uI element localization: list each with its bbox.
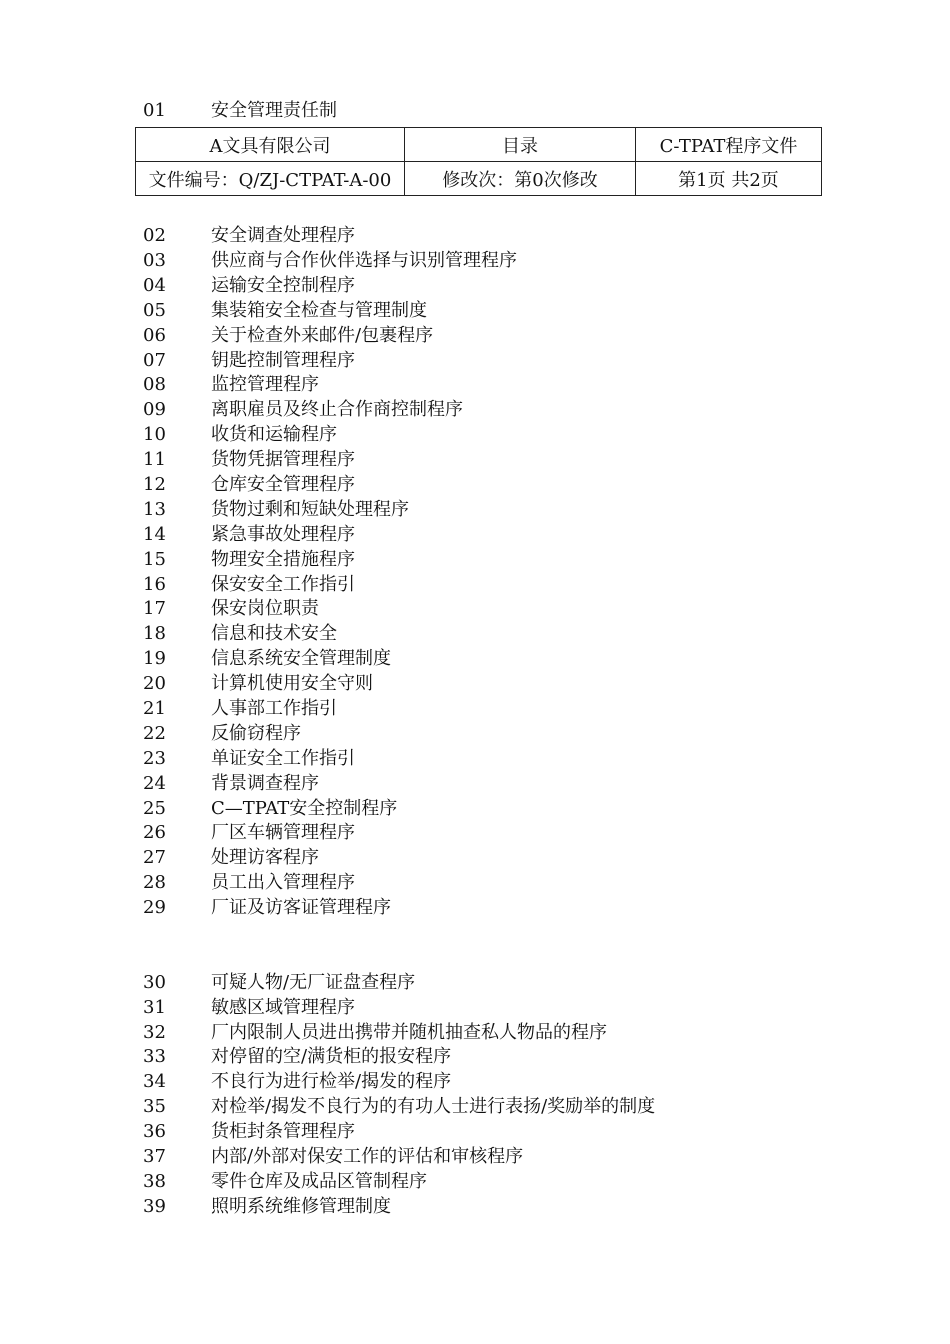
item-title: 人事部工作指引: [211, 698, 337, 719]
item-number: 07: [143, 350, 166, 371]
list-item: [0, 771, 950, 796]
item-title: 厂区车辆管理程序: [211, 822, 355, 843]
item-title: 离职雇员及终止合作商控制程序: [211, 399, 463, 420]
item-number: 35: [143, 1096, 166, 1117]
item-title: 保安安全工作指引: [211, 574, 355, 595]
list-item: [0, 1020, 950, 1045]
item-title: 对停留的空/满货柜的报安程序: [211, 1046, 452, 1067]
list-item: [0, 621, 950, 646]
item-number: 36: [143, 1121, 166, 1142]
item-number: 29: [143, 897, 166, 918]
list-item: [0, 845, 950, 870]
item-number: 20: [143, 673, 166, 694]
list-item: [0, 746, 950, 771]
page-info: 第1页 共2页: [636, 162, 822, 196]
item-number: 31: [143, 997, 166, 1018]
item-title: 货物凭据管理程序: [211, 449, 355, 470]
list-item: [0, 248, 950, 273]
item-number: 33: [143, 1046, 166, 1067]
item-title: 内部/外部对保安工作的评估和审核程序: [211, 1146, 524, 1167]
item-number: 34: [143, 1071, 166, 1092]
item-number: 28: [143, 872, 166, 893]
item-title: 对检举/揭发不良行为的有功人士进行表扬/奖励举的制度: [211, 1096, 656, 1117]
item-title: 监控管理程序: [211, 374, 319, 395]
item-title: 处理访客程序: [211, 847, 319, 868]
list-item: [0, 646, 950, 671]
item-number: 09: [143, 399, 166, 420]
list-item: [0, 472, 950, 497]
list-item: [0, 1119, 950, 1144]
list-item: [0, 721, 950, 746]
item-number: 22: [143, 723, 166, 744]
item-number: 15: [143, 549, 166, 570]
list-item: [0, 98, 950, 123]
item-title: 反偷窃程序: [211, 723, 301, 744]
item-number: 13: [143, 499, 166, 520]
item-number: 06: [143, 325, 166, 346]
list-item: [0, 696, 950, 721]
item-title: 照明系统维修管理制度: [211, 1196, 391, 1217]
item-number: 04: [143, 275, 166, 296]
item-number: 39: [143, 1196, 166, 1217]
item-number: 27: [143, 847, 166, 868]
list-item: [0, 422, 950, 447]
item-title: 收货和运输程序: [211, 424, 337, 445]
item-title: 仓库安全管理程序: [211, 474, 355, 495]
catalog-label: 目录: [405, 128, 636, 162]
item-number: 11: [143, 449, 166, 470]
document-header-table: [135, 127, 822, 196]
list-item: [0, 298, 950, 323]
item-number: 17: [143, 598, 166, 619]
list-item: [0, 348, 950, 373]
item-title: 保安岗位职责: [211, 598, 319, 619]
list-item: [0, 497, 950, 522]
list-item: [0, 1169, 950, 1194]
list-item: [0, 447, 950, 472]
item-title: 厂证及访客证管理程序: [211, 897, 391, 918]
document-number: 文件编号：Q/ZJ-CTPAT-A-00: [136, 162, 405, 196]
item-title: C—TPAT安全控制程序: [211, 798, 398, 819]
item-title: 供应商与合作伙伴选择与识别管理程序: [211, 250, 517, 271]
item-number: 14: [143, 524, 166, 545]
list-item: [0, 671, 950, 696]
list-item: [0, 870, 950, 895]
list-item: [0, 223, 950, 248]
list-item: [0, 995, 950, 1020]
item-title: 背景调查程序: [211, 773, 319, 794]
item-title: 零件仓库及成品区管制程序: [211, 1171, 427, 1192]
item-number: 37: [143, 1146, 166, 1167]
item-number: 24: [143, 773, 166, 794]
item-title: 不良行为进行检举/揭发的程序: [211, 1071, 452, 1092]
list-item: [0, 596, 950, 621]
item-number: 26: [143, 822, 166, 843]
item-title: 货柜封条管理程序: [211, 1121, 355, 1142]
item-number: 19: [143, 648, 166, 669]
item-number: 10: [143, 424, 166, 445]
list-item: [0, 397, 950, 422]
item-title: 信息和技术安全: [211, 623, 337, 644]
item-number: 16: [143, 574, 166, 595]
item-title: 钥匙控制管理程序: [211, 350, 355, 371]
list-item: [0, 970, 950, 995]
list-item: [0, 1044, 950, 1069]
item-title: 物理安全措施程序: [211, 549, 355, 570]
list-item: [0, 522, 950, 547]
list-item: [0, 547, 950, 572]
item-number: 25: [143, 798, 166, 819]
document-type: C-TPAT程序文件: [636, 128, 822, 162]
item-title: 紧急事故处理程序: [211, 524, 355, 545]
revision-info: 修改次：第0次修改: [405, 162, 636, 196]
list-item: [0, 1094, 950, 1119]
item-number: 30: [143, 972, 166, 993]
item-number: 32: [143, 1022, 166, 1043]
list-item: [0, 1144, 950, 1169]
item-title: 员工出入管理程序: [211, 872, 355, 893]
list-item: [0, 372, 950, 397]
list-item: [0, 1069, 950, 1094]
item-title: 敏感区域管理程序: [211, 997, 355, 1018]
item-title: 安全管理责任制: [211, 100, 337, 121]
item-number: 08: [143, 374, 166, 395]
item-number: 02: [143, 225, 166, 246]
item-number: 38: [143, 1171, 166, 1192]
list-item: [0, 1194, 950, 1219]
item-title: 计算机使用安全守则: [211, 673, 373, 694]
item-number: 23: [143, 748, 166, 769]
item-number: 21: [143, 698, 166, 719]
item-number: 12: [143, 474, 166, 495]
list-item: [0, 323, 950, 348]
item-title: 安全调查处理程序: [211, 225, 355, 246]
item-title: 集装箱安全检查与管理制度: [211, 300, 427, 321]
item-title: 厂内限制人员进出携带并随机抽查私人物品的程序: [211, 1022, 607, 1043]
list-item: [0, 273, 950, 298]
list-item: [0, 796, 950, 821]
list-item: [0, 572, 950, 597]
item-number: 18: [143, 623, 166, 644]
item-title: 关于检查外来邮件/包裹程序: [211, 325, 434, 346]
list-item: [0, 820, 950, 845]
item-number: 03: [143, 250, 166, 271]
item-title: 单证安全工作指引: [211, 748, 355, 769]
list-item: [0, 895, 950, 920]
item-number: 05: [143, 300, 166, 321]
item-title: 可疑人物/无厂证盘查程序: [211, 972, 416, 993]
item-title: 信息系统安全管理制度: [211, 648, 391, 669]
item-title: 货物过剩和短缺处理程序: [211, 499, 409, 520]
item-number: 01: [143, 100, 166, 121]
company-name: A文具有限公司: [136, 128, 405, 162]
item-title: 运输安全控制程序: [211, 275, 355, 296]
